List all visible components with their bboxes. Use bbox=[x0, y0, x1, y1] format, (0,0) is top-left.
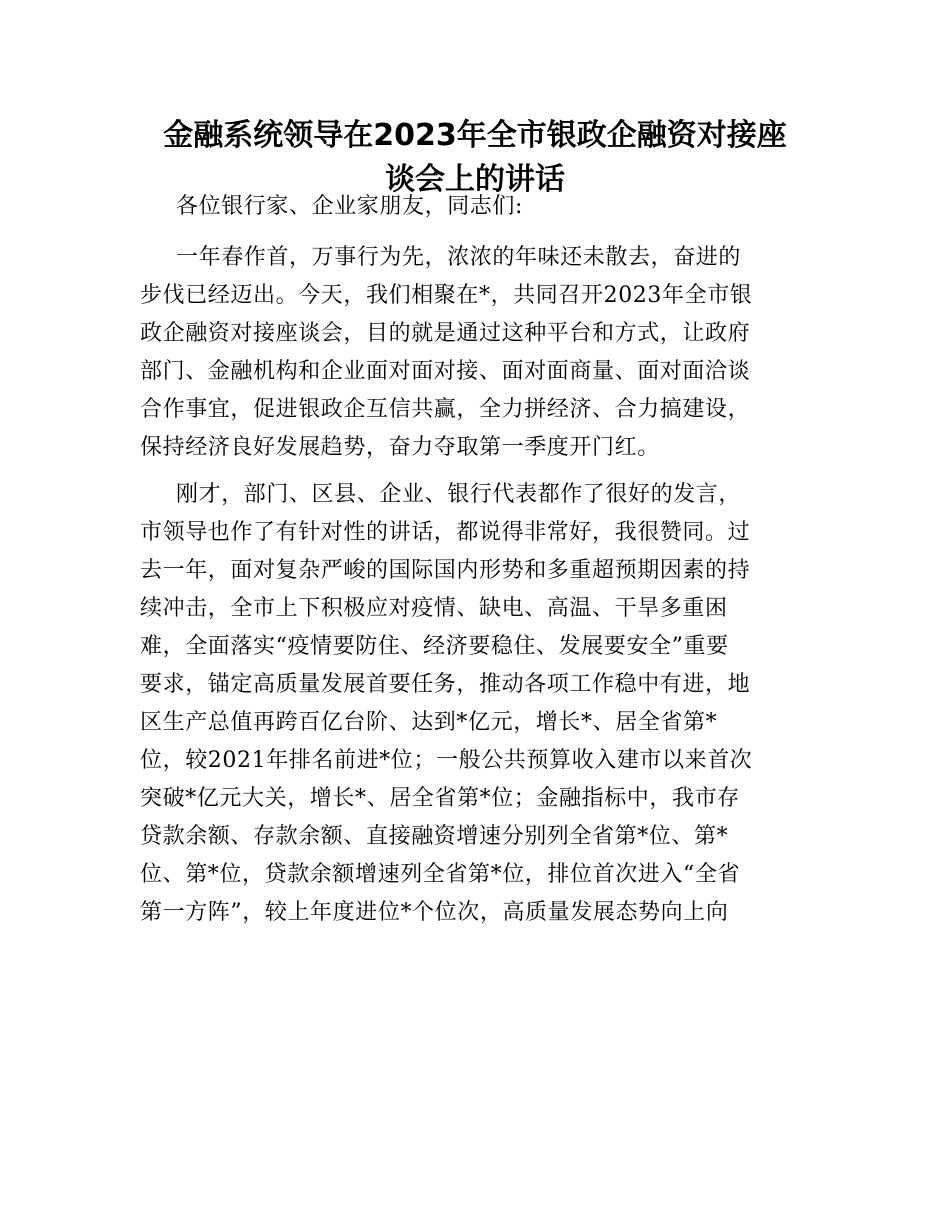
text-line: 区生产总值再跨百亿台阶、达到*亿元，增长*、居全省第* bbox=[140, 710, 718, 735]
text-line: 合作事宜，促进银政企互信共赢，全力拼经济、合力搞建设， bbox=[140, 397, 751, 422]
text-line: 要求，锚定高质量发展首要任务，推动各项工作稳中有进，地 bbox=[140, 672, 751, 697]
text-line: 突破*亿元大关，增长*、居全省第*位；金融指标中，我市存 bbox=[140, 786, 740, 811]
paragraph-1 bbox=[140, 239, 810, 467]
text-line: 一年春作首，万事行为先，浓浓的年味还未散去，奋进的 bbox=[176, 245, 742, 270]
paragraph-2 bbox=[140, 476, 810, 932]
text-line: 难，全面落实“疫情要防住、经济要稳住、发展要安全”重要 bbox=[140, 634, 729, 659]
text-line: 第一方阵”，较上年度进位*个位次，高质量发展态势向上向 bbox=[140, 900, 729, 925]
text-line: 贷款余额、存款余额、直接融资增速分别列全省第*位、第* bbox=[140, 824, 729, 849]
text-line: 部门、金融机构和企业面对面对接、面对面商量、面对面洽谈 bbox=[140, 359, 751, 384]
text-line: 位，较2021年排名前进*位；一般公共预算收入建市以来首次 bbox=[140, 748, 753, 773]
text-line: 刚才，部门、区县、企业、银行代表都作了很好的发言， bbox=[176, 482, 742, 507]
document-body bbox=[140, 188, 810, 941]
text-line: 政企融资对接座谈会，目的就是通过这种平台和方式，让政府 bbox=[140, 321, 751, 346]
text-line: 步伐已经迈出。今天，我们相聚在*，共同召开2023年全市银 bbox=[140, 283, 753, 308]
title-line: 谈会上的讲话 bbox=[385, 162, 565, 197]
text-line: 市领导也作了有针对性的讲话，都说得非常好，我很赞同。过 bbox=[140, 520, 751, 545]
text-line: 去一年，面对复杂严峻的国际国内形势和多重超预期因素的持 bbox=[140, 558, 751, 583]
text-line: 保持经济良好发展趋势，奋力夺取第一季度开门红。 bbox=[140, 435, 660, 460]
greeting-paragraph bbox=[140, 188, 810, 226]
greeting-line: 各位银行家、企业家朋友，同志们: bbox=[176, 194, 524, 219]
text-line: 位、第*位，贷款余额增速列全省第*位，排位首次进入“全省 bbox=[140, 862, 741, 887]
text-line: 续冲击，全市上下积极应对疫情、缺电、高温、干旱多重困 bbox=[140, 596, 728, 621]
title-line: 金融系统领导在2023年全市银政企融资对接座 bbox=[163, 118, 787, 153]
